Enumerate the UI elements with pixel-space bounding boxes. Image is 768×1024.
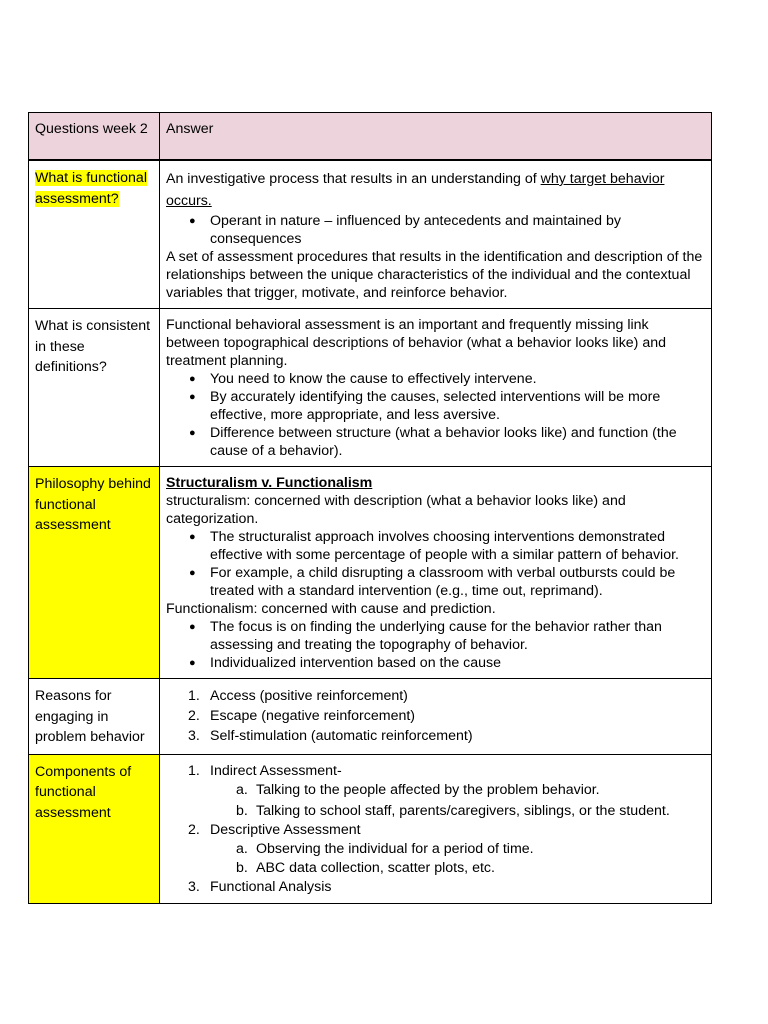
answer-cell — [160, 160, 712, 309]
question-cell — [29, 309, 160, 467]
table-row — [29, 754, 712, 903]
question-cell — [29, 754, 160, 903]
question-text: Philosophy behind functional assessment — [35, 476, 151, 533]
answer-cell — [160, 309, 712, 467]
bullet-list — [166, 212, 705, 248]
table-row — [29, 467, 712, 679]
answer-cell — [160, 679, 712, 755]
lettered-list — [210, 781, 705, 821]
question-cell — [29, 679, 160, 755]
question-cell — [29, 160, 160, 309]
list-item: b. Talking to school staff, parents/caregivers, siblings, or the student. — [236, 802, 670, 819]
numbered-list — [166, 686, 705, 746]
answer-cell — [160, 467, 712, 679]
bullet-list — [166, 370, 705, 460]
question-text: What is consistent in these definitions? — [35, 318, 151, 375]
list-item: 3. Functional Analysis — [188, 878, 332, 895]
list-item: ● You need to know the cause to effectively intervene. — [210, 370, 705, 388]
list-item: 2. Descriptive Assessment a. Observing the individual for a period of time. b. ABC data collection, scatter plots, etc. — [210, 821, 705, 878]
questions-table — [28, 112, 712, 904]
question-text: What is functional assessment? — [35, 170, 147, 207]
question-text: Components of functional assessment — [35, 763, 132, 821]
list-item: 1. Indirect Assessment- a. Talking to the people affected by the problem behavior. b. Talking to school staff, parents/caregivers, siblings, or the student. — [210, 762, 705, 821]
header-question-cell — [29, 113, 160, 161]
header-question-label: Questions week 2 — [35, 121, 148, 137]
list-item: ● For example, a child disrupting a classroom with verbal outbursts could be treated with a standard intervention (e.g., time out, reprimand). — [210, 564, 705, 600]
answer-intro: An investigative process that results in an understanding of why target behavior occurs. — [166, 171, 665, 209]
table-row — [29, 679, 712, 755]
header-answer-label: Answer — [166, 121, 214, 137]
table-header-row — [29, 113, 712, 161]
list-item: 2. Escape (negative reinforcement) — [188, 708, 416, 724]
list-item: ● The focus is on finding the underlying cause for the behavior rather than assessing and treating the topography of behavior. — [210, 618, 705, 654]
answer-text: A set of assessment procedures that results in the identification and description of the relationships between the unique characteristics of the individual and the contextual variables that trigger, motivate, and reinforce behavior. — [166, 249, 703, 301]
table-row — [29, 309, 712, 467]
list-item: ● Individualized intervention based on the cause — [210, 654, 705, 672]
list-item: ● By accurately identifying the causes, selected interventions will be more effective, more appropriate, and less aversive. — [210, 388, 705, 424]
answer-underlined-text: why target behavior occurs. — [166, 171, 665, 209]
answer-text: structuralism: concerned with description (what a behavior looks like) and categorization. — [166, 493, 626, 527]
lettered-list — [210, 840, 705, 878]
numbered-list — [166, 762, 705, 897]
bullet-list — [166, 528, 705, 600]
question-cell — [29, 467, 160, 679]
answer-intro: Functional behavioral assessment is an important and frequently missing link between topographical descriptions of behavior (what a behavior looks like) and treatment planning. — [166, 317, 667, 369]
list-item: ● Operant in nature – influenced by antecedents and maintained by consequences — [210, 212, 705, 248]
table-row — [29, 160, 712, 309]
section-heading: Structuralism v. Functionalism — [166, 475, 373, 491]
list-item: a. Talking to the people affected by the problem behavior. — [236, 781, 600, 798]
question-text: Reasons for engaging in problem behavior — [35, 688, 145, 745]
list-item: 3. Self-stimulation (automatic reinforcement) — [188, 728, 473, 744]
list-item: ● Difference between structure (what a behavior looks like) and function (the cause of a behavior). — [210, 424, 705, 460]
list-item: 1. Access (positive reinforcement) — [188, 688, 408, 704]
list-item: ● The structuralist approach involves choosing interventions demonstrated effective with some percentage of people with a similar pattern of behavior. — [210, 528, 705, 564]
bullet-list — [166, 618, 705, 672]
header-answer-cell — [160, 113, 712, 161]
answer-cell — [160, 754, 712, 903]
answer-text: Functionalism: concerned with cause and prediction. — [166, 601, 496, 617]
list-item: a. Observing the individual for a period of time. — [236, 840, 534, 857]
list-item: b. ABC data collection, scatter plots, etc. — [236, 859, 495, 876]
